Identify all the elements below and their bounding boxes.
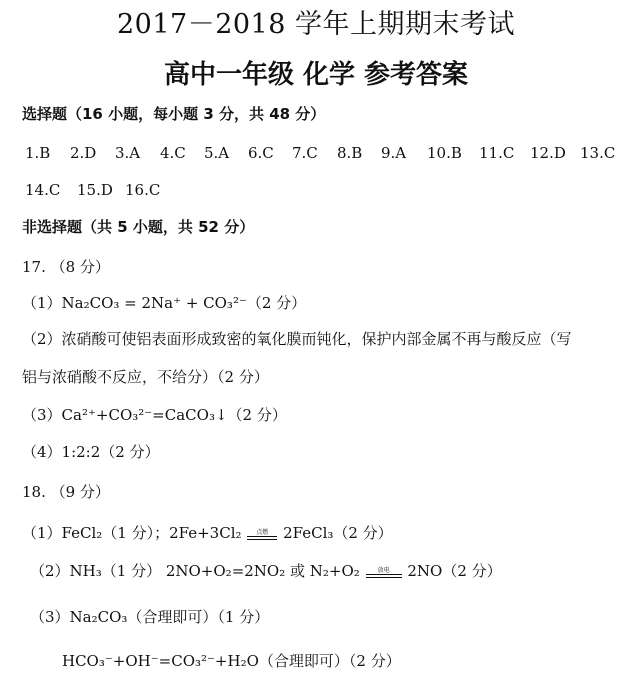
- answer-item: 8.B: [337, 144, 363, 162]
- answer-item: 10.B: [427, 144, 462, 162]
- q17-answer-2-cont: 铝与浓硝酸不反应，不给分）（2 分）: [22, 368, 269, 386]
- answer-item: 15.D: [77, 181, 113, 199]
- double-line: [366, 574, 402, 578]
- q18-answer-3-equation: HCO₃⁻+OH⁻=CO₃²⁻+H₂O（合理即可）（2 分）: [62, 652, 401, 670]
- answer-item: 2.D: [70, 144, 97, 162]
- q18-answer-1-rhs: 2FeCl₃（2 分）: [283, 524, 393, 542]
- discharge-equals-sign: [366, 567, 402, 578]
- answer-item: 13.C: [580, 144, 616, 162]
- reaction-condition: 放电: [377, 566, 390, 574]
- answer-item: 3.A: [115, 144, 141, 162]
- answer-item: 6.C: [248, 144, 274, 162]
- answer-item: 7.C: [292, 144, 318, 162]
- q18-answer-3: （3）Na₂CO₃（合理即可）（1 分）: [30, 608, 270, 626]
- answer-item: 16.C: [125, 181, 161, 199]
- q18-answer-1: [22, 522, 393, 543]
- q18-answer-1-lhs: （1）FeCl₂（1 分）；2Fe+3Cl₂: [22, 524, 242, 542]
- question-17-label: 17. （8 分）: [22, 258, 110, 276]
- reaction-condition: 点燃: [256, 528, 269, 536]
- page-title: 2017－2018 学年上期期末考试: [116, 9, 515, 40]
- answer-item: 11.C: [479, 144, 515, 162]
- q17-answer-3: （3）Ca²⁺+CO₃²⁻=CaCO₃↓（2 分）: [22, 406, 287, 424]
- answer-item: 1.B: [25, 144, 51, 162]
- q17-answer-1: （1）Na₂CO₃ = 2Na⁺ + CO₃²⁻（2 分）: [22, 294, 307, 312]
- section-heading-choice: 选择题（16 小题，每小题 3 分，共 48 分）: [22, 105, 326, 123]
- answer-item: 4.C: [160, 144, 186, 162]
- answer-item: 9.A: [381, 144, 407, 162]
- answer-item: 5.A: [204, 144, 230, 162]
- ignite-equals-sign: [247, 529, 277, 540]
- q18-answer-2: [30, 560, 502, 581]
- section-heading-nonchoice: 非选择题（共 5 小题，共 52 分）: [22, 218, 255, 236]
- answer-item: 12.D: [530, 144, 566, 162]
- q17-answer-2: （2）浓硝酸可使铝表面形成致密的氧化膜而钝化，保护内部金属不再与酸反应（写: [22, 330, 572, 348]
- q18-answer-2-lhs: （2）NH₃（1 分） 2NO+O₂=2NO₂ 或 N₂+O₂: [30, 562, 360, 580]
- question-18-label: 18. （9 分）: [22, 483, 110, 501]
- page-subtitle: 高中一年级 化学 参考答案: [163, 60, 469, 90]
- double-line: [247, 536, 277, 540]
- answer-item: 14.C: [25, 181, 61, 199]
- q18-answer-2-rhs: 2NO（2 分）: [407, 562, 502, 580]
- q17-answer-4: （4）1:2:2（2 分）: [22, 443, 160, 461]
